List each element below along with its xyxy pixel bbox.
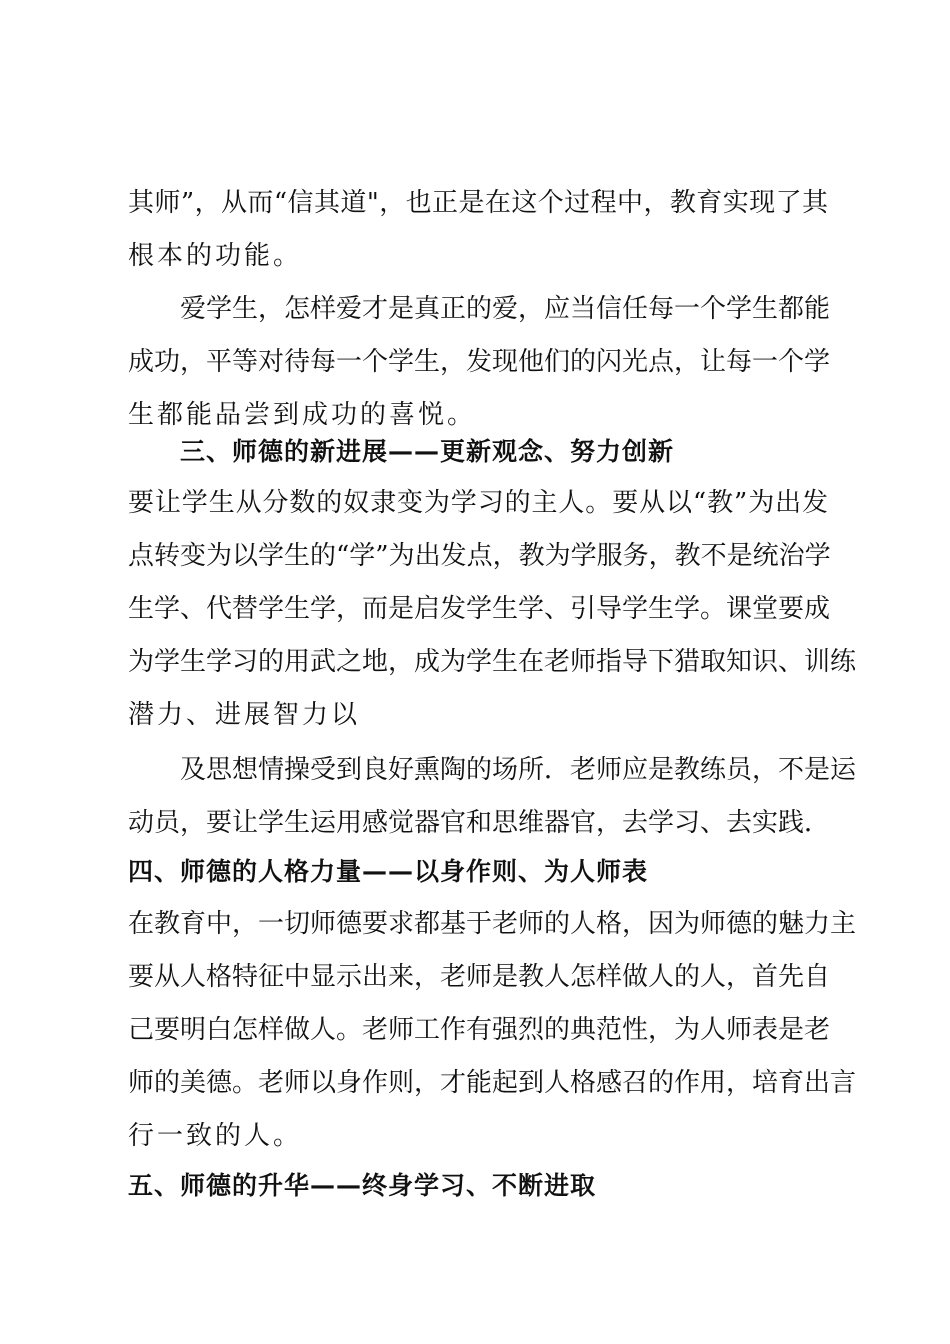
section-heading-3: 三、师德的新进展——更新观念、努力创新 bbox=[180, 437, 675, 466]
paragraph-first-line: 爱学生，怎样爱才是真正的爱，应当信任每一个学生都能 bbox=[180, 294, 831, 324]
text-line: 生学、代替学生学，而是启发学生学、引导学生学。课堂要成 bbox=[128, 594, 831, 624]
text-line: 点转变为以学生的“学”为出发点，教为学服务，教不是统治学 bbox=[128, 541, 831, 571]
text-line: 为学生学习的用武之地，成为学生在老师指导下猎取知识、训练 bbox=[128, 647, 857, 677]
text-line: 成功，平等对待每一个学生，发现他们的闪光点，让每一个学 bbox=[128, 347, 831, 377]
section-heading-4: 四、师德的人格力量——以身作则、为人师表 bbox=[128, 857, 649, 886]
text-line: 要让学生从分数的奴隶变为学习的主人。要从以“教”为出发 bbox=[128, 488, 828, 518]
text-line: 师的美德。老师以身作则，才能起到人格感召的作用，培育出言 bbox=[128, 1068, 857, 1098]
section-heading-5: 五、师德的升华——终身学习、不断进取 bbox=[128, 1171, 597, 1200]
text-line: 在教育中，一切师德要求都基于老师的人格，因为师德的魅力主 bbox=[128, 909, 857, 939]
text-line: 根本的功能。 bbox=[128, 241, 303, 271]
text-line: 行一致的人。 bbox=[128, 1121, 303, 1151]
paragraph-first-line: 及思想情操受到良好熏陶的场所．老师应是教练员，不是运 bbox=[180, 755, 857, 785]
text-line: 其师”，从而“信其道"，也正是在这个过程中，教育实现了其 bbox=[128, 188, 828, 218]
text-line: 动员，要让学生运用感觉器官和思维器官，去学习、去实践． bbox=[128, 808, 831, 838]
text-line: 己要明白怎样做人。老师工作有强烈的典范性，为人师表是老 bbox=[128, 1015, 831, 1045]
text-line: 潜力、进展智力以 bbox=[128, 700, 361, 730]
text-line: 生都能品尝到成功的喜悦。 bbox=[128, 400, 477, 430]
text-line: 要从人格特征中显示出来，老师是教人怎样做人的人，首先自 bbox=[128, 962, 831, 992]
